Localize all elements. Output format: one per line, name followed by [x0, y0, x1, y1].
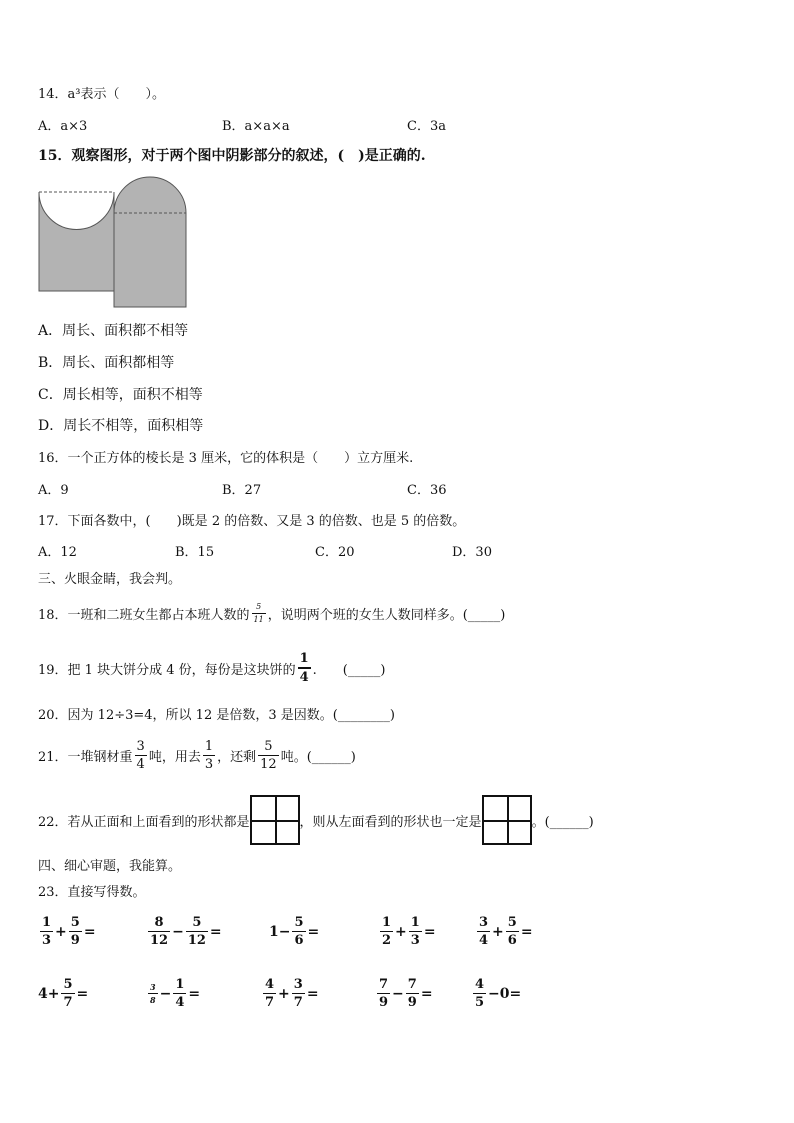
q15-text: 15．观察图形，对于两个图中阴影部分的叙述，( )是正确的. — [38, 148, 426, 164]
q22-post: 。(______) — [531, 814, 594, 830]
calc-2-1 — [38, 978, 88, 1009]
calc-1-3 — [269, 916, 319, 947]
q22-mid: ，则从左面看到的形状也一定是 — [299, 814, 482, 830]
q18-pre: 18．一班和二班女生都占本班人数的 — [38, 608, 250, 623]
c14-bn: 1 — [410, 915, 420, 930]
q21-mid1: 吨，用去 — [148, 750, 201, 765]
c11-op: + — [55, 923, 67, 940]
q21-f3-den: 12 — [260, 757, 277, 772]
q23-text: 23．直接写得数。 — [38, 885, 146, 900]
c23-bd: 7 — [293, 995, 303, 1010]
q21-f3-num: 5 — [264, 739, 273, 754]
c25-ad: 5 — [475, 995, 485, 1010]
q16-text: 16．一个正方体的棱长是 3 厘米，它的体积是（ ）立方厘米. — [38, 451, 414, 466]
c12-op: − — [172, 923, 184, 940]
c21-lead: 4+ — [38, 985, 60, 1002]
c23-eq: = — [306, 985, 319, 1002]
c22-bn: 1 — [175, 977, 185, 992]
calc-2-4 — [375, 978, 433, 1009]
q18-row — [38, 603, 505, 624]
q17-option-d: D．30 — [452, 545, 492, 560]
q17-option-a: A．12 — [38, 545, 77, 560]
four-square-grid-figure-1 — [250, 795, 300, 845]
c22-ad: 8 — [150, 995, 156, 1005]
c22-op: − — [159, 985, 172, 1002]
q16-option-a: A．9 — [38, 483, 69, 498]
c12-bd: 12 — [187, 933, 206, 948]
q21-fraction-3 — [258, 740, 279, 771]
q21-fraction-2 — [203, 740, 215, 771]
q17-option-b: B．15 — [175, 545, 215, 560]
c14-eq: = — [423, 923, 436, 940]
c13-bd: 6 — [294, 933, 304, 948]
q19-num: 1 — [299, 651, 309, 666]
q18-num: 5 — [256, 602, 262, 611]
c22-bd: 4 — [175, 995, 185, 1010]
c13-eq: = — [307, 923, 320, 940]
q15-option-a: A．周长、面积都不相等 — [38, 323, 189, 339]
c12-bn: 5 — [192, 915, 202, 930]
c12-an: 8 — [154, 915, 164, 930]
c24-ad: 9 — [379, 995, 389, 1010]
q20-text: 20．因为 12÷3=4，所以 12 是倍数，3 是因数。(________) — [38, 708, 395, 723]
q14-option-c: C．3a — [407, 119, 446, 134]
c11-bd: 9 — [70, 933, 80, 948]
q21-fraction-1 — [135, 740, 147, 771]
c22-an: 3 — [150, 982, 156, 992]
q21-f1-den: 4 — [136, 757, 145, 772]
four-square-grid-figure-2 — [482, 795, 532, 845]
c25-eq: = — [509, 985, 522, 1002]
q17-option-c: C．20 — [315, 545, 355, 560]
q21-post: 吨。(______) — [280, 750, 356, 765]
q18-fraction — [252, 603, 266, 624]
q15-option-b: B．周长、面积都相等 — [38, 355, 175, 371]
calc-1-4 — [378, 916, 436, 947]
q21-f2-den: 3 — [204, 757, 214, 772]
q19-pre: 19．把 1 块大饼分成 4 份，每份是这块饼的 — [38, 662, 296, 678]
q18-post: ，说明两个班的女生人数同样多。(_____) — [267, 608, 506, 623]
q16-option-c: C．36 — [407, 483, 447, 498]
q15-option-c: C．周长相等，面积不相等 — [38, 387, 203, 403]
q19-row — [38, 652, 385, 684]
c11-bn: 5 — [70, 915, 80, 930]
c12-eq: = — [209, 923, 222, 940]
calc-2-5 — [471, 978, 521, 1009]
calc-2-3 — [261, 978, 319, 1009]
q14-option-b: B．a×a×a — [222, 119, 290, 134]
c11-ad: 3 — [42, 933, 52, 948]
c15-bd: 6 — [507, 933, 517, 948]
c23-ad: 7 — [265, 995, 275, 1010]
q16-option-b: B．27 — [222, 483, 262, 498]
c21-eq: = — [76, 985, 89, 1002]
calc-1-5 — [475, 916, 533, 947]
section-4-heading: 四、细心审题，我能算。 — [38, 859, 182, 874]
c15-op: + — [492, 923, 504, 940]
q21-mid2: ，还剩 — [217, 750, 257, 765]
left-shaded-shape — [39, 192, 114, 291]
c11-eq: = — [83, 923, 96, 940]
q22-pre: 22．若从正面和上面看到的形状都是 — [38, 814, 250, 830]
q17-text: 17．下面各数中，( )既是 2 的倍数、又是 3 的倍数、也是 5 的倍数。 — [38, 514, 466, 529]
calc-1-2 — [146, 916, 222, 947]
c21-bd: 7 — [63, 995, 73, 1010]
c15-ad: 4 — [479, 933, 489, 948]
c24-an: 7 — [379, 977, 389, 992]
c23-bn: 3 — [293, 977, 303, 992]
section-3-heading: 三、火眼金睛，我会判。 — [38, 572, 182, 587]
q21-row — [38, 740, 356, 771]
q21-f1-num: 3 — [136, 739, 145, 754]
c15-eq: = — [520, 923, 533, 940]
q15-option-d: D．周长不相等，面积相等 — [38, 418, 204, 434]
c13-lead: 1− — [269, 923, 291, 940]
q21-f2-num: 1 — [204, 739, 214, 754]
right-shaded-shape — [114, 177, 186, 307]
c15-bn: 5 — [507, 915, 517, 930]
c14-op: + — [395, 923, 407, 940]
calc-2-2 — [146, 978, 200, 1009]
c25-trail: −0 — [488, 985, 510, 1002]
q14-option-a: A．a×3 — [38, 119, 88, 134]
c21-bn: 5 — [63, 977, 73, 992]
q19-den: 4 — [299, 670, 309, 685]
c24-op: − — [392, 985, 404, 1002]
c22-eq: = — [188, 985, 201, 1002]
calc-1-1 — [38, 916, 96, 947]
c14-bd: 3 — [410, 933, 420, 948]
q19-fraction — [298, 652, 311, 684]
c14-ad: 2 — [382, 933, 392, 948]
c23-an: 4 — [265, 977, 275, 992]
q21-pre: 21．一堆钢材重 — [38, 750, 133, 765]
q22-row — [38, 795, 594, 845]
c12-ad: 12 — [150, 933, 169, 948]
c25-an: 4 — [475, 977, 485, 992]
c14-an: 1 — [382, 915, 392, 930]
c15-an: 3 — [479, 915, 489, 930]
q14-text: 14．a³表示（ ）。 — [38, 87, 166, 102]
c24-bn: 7 — [407, 977, 417, 992]
q15-figure — [36, 176, 191, 311]
c11-an: 1 — [42, 915, 52, 930]
c23-op: + — [278, 985, 290, 1002]
q18-den: 11 — [253, 615, 264, 624]
q19-post: . (_____) — [312, 662, 386, 678]
c24-eq: = — [420, 985, 433, 1002]
c13-bn: 5 — [294, 915, 304, 930]
c24-bd: 9 — [407, 995, 417, 1010]
